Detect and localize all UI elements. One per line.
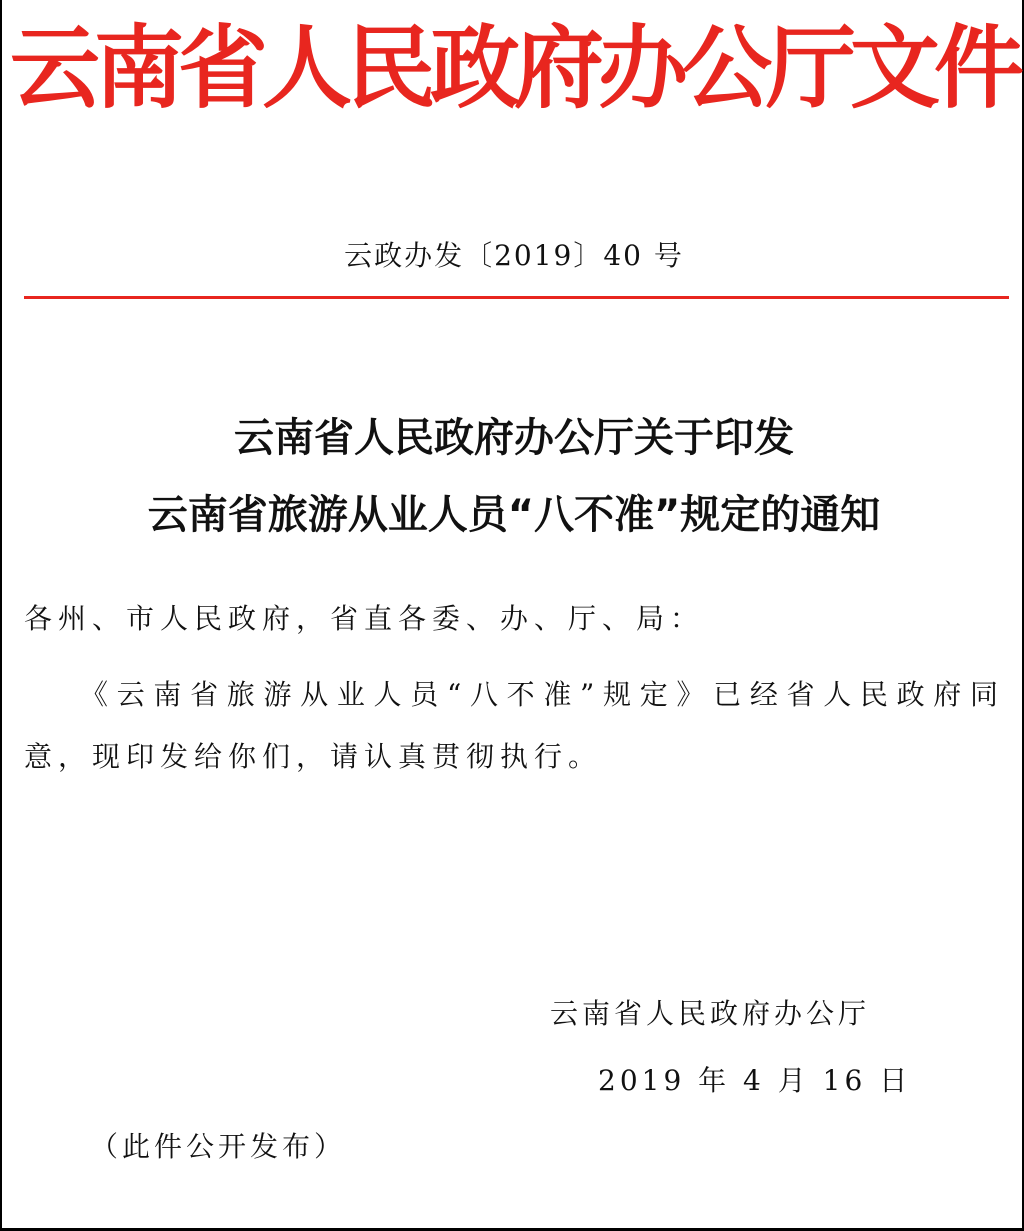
document-number: 云政办发〔2019〕40 号 (344, 239, 684, 272)
body-paragraph: 《云南省旅游从业人员“八不准”规定》已经省人民政府同意，现印发给你们，请认真贯彻执行。 (24, 678, 1004, 773)
notice-title-line-1: 云南省人民政府办公厅关于印发 (234, 415, 794, 461)
publication-note: （此件公开发布） (90, 1130, 347, 1163)
recipients-line: 各州、市人民政府，省直各委、办、厅、局： (24, 602, 705, 635)
notice-title-line-2: 云南省旅游从业人员“八不准”规定的通知 (147, 492, 881, 538)
red-divider-line (24, 296, 1009, 299)
issuer-signature: 云南省人民政府办公厅 (550, 997, 871, 1030)
document-header-title: 云南省人民政府办公厅文件 (10, 15, 1018, 121)
issue-date: 2019 年 4 月 16 日 (598, 1064, 912, 1097)
